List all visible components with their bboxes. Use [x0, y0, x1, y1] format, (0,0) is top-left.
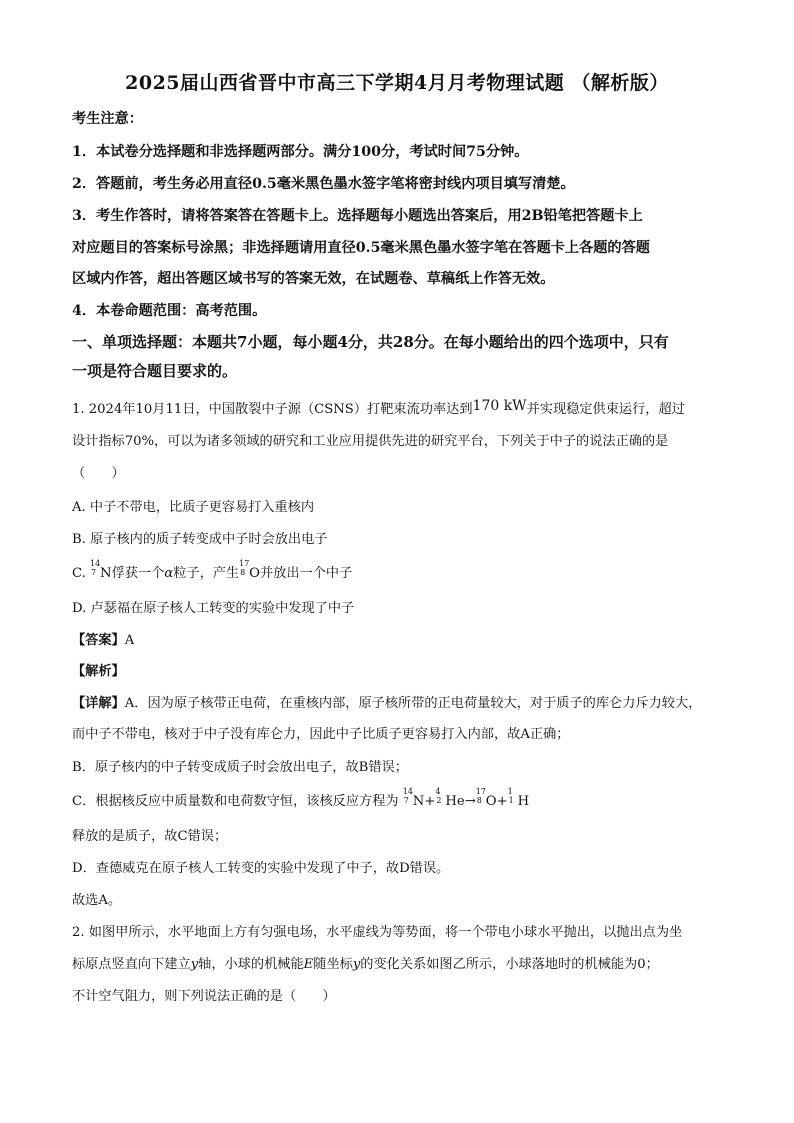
element-symbol: H [517, 794, 530, 809]
q1-detail-line6: D．查德威克在原子核人工转变的实验中发现了中子，故D错误。 [72, 861, 450, 876]
q1-option-c [72, 559, 353, 581]
notice-item-4: 4．本卷命题范围：高考范围。 [72, 303, 267, 319]
q2-stem-line3: 不计空气阻力，则下列说法正确的是（ ） [72, 989, 336, 1004]
q1-option-a: A. 中子不带电，比质子更容易打入重核内 [72, 500, 315, 515]
q1-detail-line1 [72, 692, 701, 711]
q1-power: 170 kW [472, 398, 527, 414]
mass-number: 17 [239, 559, 250, 569]
plus-sign: + [424, 794, 436, 809]
detail-text: A．因为原子核带正电荷，在重核内部，原子核所带的正电荷量较大，对于质子的库仑力斥力较大， [124, 696, 702, 711]
isotope-n14 [402, 787, 413, 806]
mass-number: 4 [435, 787, 441, 797]
mass-number: 17 [475, 787, 486, 797]
q1-analysis-tag: 【解析】 [72, 664, 125, 679]
q2-text: 的变化关系如图乙所示，小球落地时的机械能为0； [360, 957, 659, 972]
section-heading-cont: 一项是符合题目要求的。 [72, 362, 238, 380]
q1-detail-line4 [72, 787, 530, 809]
notice-item-3-cont: 对应题目的答案标号涂黑；非选择题请用直径0.5毫米黑色墨水签字笔在答题卡上各题的答题 [72, 240, 650, 256]
q1-stem-text-b: 并实现稳定供束运行，超过 [526, 402, 685, 417]
notice-item-3: 3．考生作答时，请将答案答在答题卡上。选择题每小题选出答案后，用2B铅笔把答题卡上 [72, 208, 643, 224]
q1-stem-line3: （ ） [72, 466, 125, 481]
notice-heading: 考生注意： [72, 111, 143, 127]
nuclear-equation [402, 787, 530, 809]
detail-tag: 【详解】 [72, 696, 125, 711]
alpha-symbol: α [164, 566, 174, 581]
atomic-number: 8 [240, 568, 246, 578]
notice-item-1: 1．本试卷分选择题和非选择题两部分。满分100分，考试时间75分钟。 [72, 144, 529, 160]
plus-sign: + [496, 794, 508, 809]
q1-option-d: D. 卢瑟福在原子核人工转变的实验中发现了中子 [72, 601, 355, 616]
mass-number: 14 [402, 787, 413, 797]
q1-option-c-text2: 粒子，产生 [173, 566, 240, 581]
q2-text: 标原点竖直向下建立 [72, 957, 191, 972]
q1-option-b: B. 原子核内的质子转变成中子时会放出电子 [72, 532, 328, 547]
isotope-he4 [435, 787, 445, 806]
q1-option-c-text3: 并放出一个中子 [259, 566, 353, 581]
element-symbol: O [249, 566, 260, 581]
q2-text: 随坐标 [313, 957, 353, 972]
atomic-number: 7 [91, 568, 97, 578]
notice-item-3-cont2: 区域内作答，超出答题区域书写的答案无效，在试题卷、草稿纸上作答无效。 [72, 271, 555, 287]
q1-detail-line5: 释放的是质子，故C错误； [72, 829, 228, 844]
element-symbol: He [445, 794, 465, 809]
mass-number: 14 [90, 559, 101, 569]
q1-stem-line2: 设计指标70%，可以为诸多领域的研究和工业应用提供先进的研究平台，下列关于中子的说法正确的是 [72, 434, 669, 449]
var-y: y [352, 957, 361, 972]
q2-stem-line1: 2. 如图甲所示，水平地面上方有匀强电场，水平虚线为等势面，将一个带电小球水平抛出，以抛出点为坐 [72, 925, 683, 940]
answer-value: A [124, 633, 135, 648]
section-heading: 一、单项选择题：本题共7小题，每小题4分，共28分。在每小题给出的四个选项中，只有 [72, 333, 669, 351]
reaction-arrow: → [464, 794, 476, 809]
mass-number: 1 [507, 787, 513, 797]
q1-stem-text: 1. 2024年10月11日，中国散裂中子源（CSNS）打靶束流功率达到 [72, 402, 473, 417]
element-symbol: O [485, 794, 497, 809]
isotope-n14 [90, 559, 101, 578]
q2-stem-line2 [72, 953, 659, 972]
page-title: 2025届山西省晋中市高三下学期4月月考物理试题 （解析版） [125, 72, 669, 94]
q2-text: 轴，小球的机械能 [198, 957, 304, 972]
q1-option-c-label: C. [72, 566, 91, 581]
var-e: E [303, 957, 314, 972]
q1-detail-line3: B．原子核内的中子转变成质子时会放出电子，故B错误； [72, 760, 408, 775]
isotope-o17 [239, 559, 250, 578]
var-y: y [190, 957, 199, 972]
atomic-number: 8 [476, 796, 482, 806]
atomic-number: 2 [436, 796, 442, 806]
q1-option-c-text: 俘获一个 [111, 566, 165, 581]
isotope-h1 [507, 787, 518, 806]
q1-stem-line1 [72, 398, 685, 417]
element-symbol: N [100, 566, 112, 581]
isotope-o17 [475, 787, 486, 806]
q1-conclusion: 故选A。 [72, 893, 122, 908]
atomic-number: 7 [403, 796, 409, 806]
q1-detail-line2: 而中子不带电，核对于中子没有库仑力，因此中子比质子更容易打入内部，故A正确； [72, 727, 570, 742]
answer-tag: 【答案】 [72, 633, 125, 648]
notice-item-2: 2．答题前，考生务必用直径0.5毫米黑色墨水签字笔将密封线内项目填写清楚。 [72, 176, 575, 192]
detail-text: C．根据核反应中质量数和电荷数守恒，该核反应方程为 [72, 794, 399, 809]
atomic-number: 1 [508, 796, 514, 806]
element-symbol: N [412, 794, 425, 809]
q1-answer [72, 629, 134, 648]
